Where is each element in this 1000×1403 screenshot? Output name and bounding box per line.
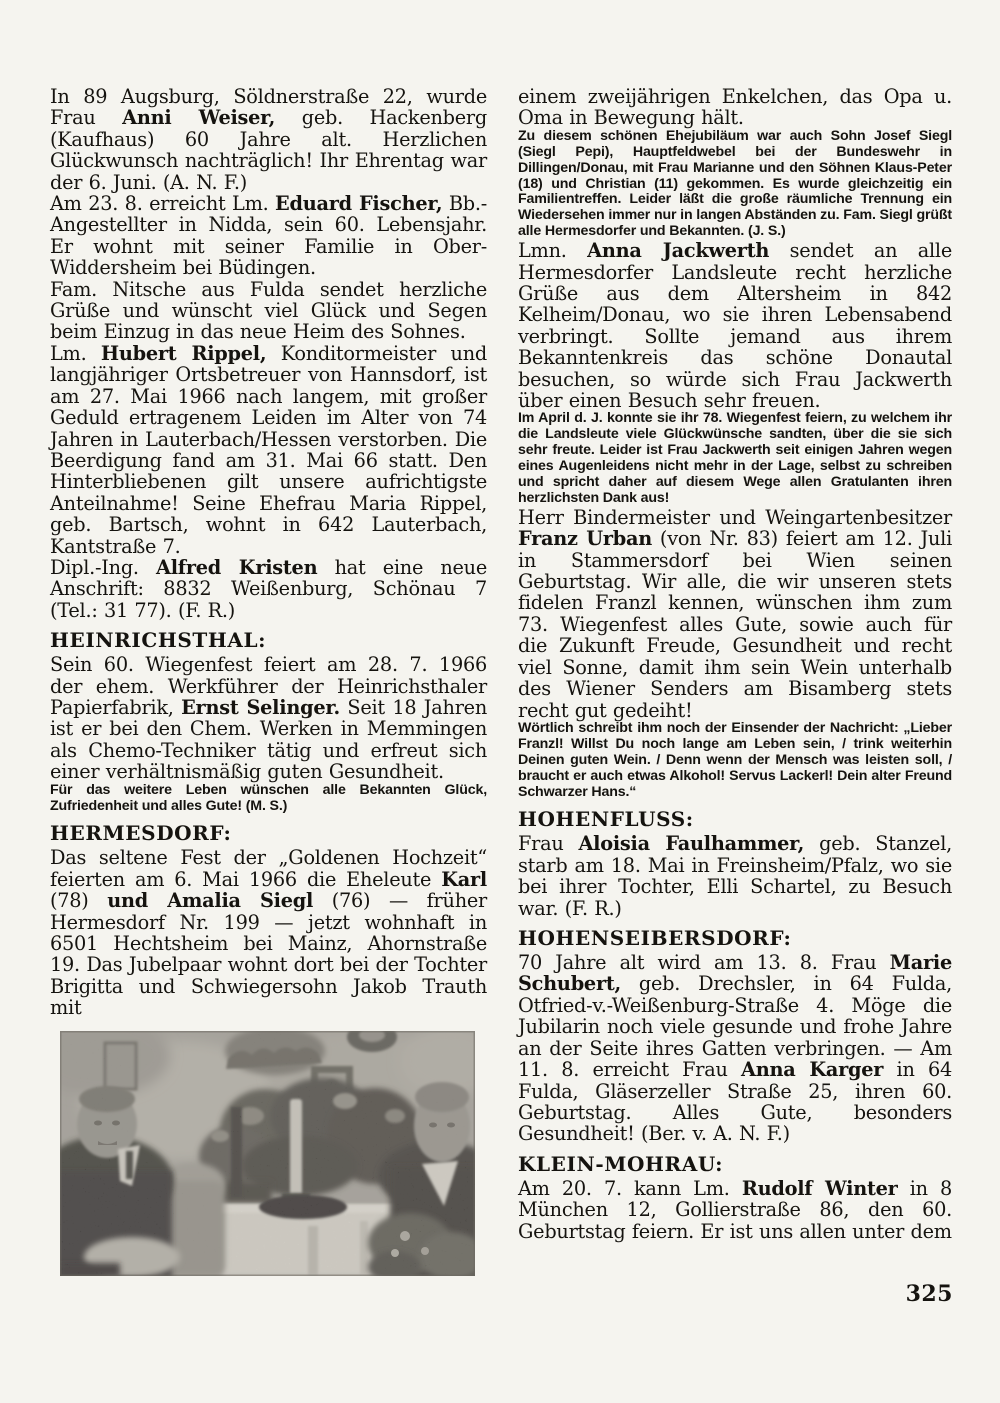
- body-text: geb. Drechsler, in 64 Fulda, Otfried-v.-Weißenburg-Straße 4. Möge die Jubilarin noch viele gesunde und frohe Jahre an der Seite ihres Gatten verbringen. — Am 11. 8. erreicht Frau: [518, 972, 952, 1082]
- section-heading-hohenfluss: HOHENFLUSS:: [518, 807, 694, 832]
- body-text: in 64 Fulda, Gläserzeller Straße 25, ihren 60. Geburtstag. Alles Gute, besonders Gesundheit! (Ber. v. A. N. F.): [518, 1058, 952, 1146]
- bold-name-text: Anni Weiser,: [122, 106, 276, 130]
- body-text: Sein 60. Wiegenfest feiert am 28. 7. 1966 der ehem. Werkführer der Heinrichsthaler Papierfabrik,: [50, 653, 487, 719]
- paragraph: [518, 86, 952, 129]
- body-text: In 89 Augsburg, Söldnerstraße 22, wurde Frau: [50, 85, 487, 130]
- body-text: einem zweijährigen Enkelchen, das Opa u. Oma in Bewegung hält.: [518, 85, 952, 130]
- right-column: [518, 86, 952, 1276]
- small-print-paragraph: [518, 721, 952, 801]
- body-text: (76) — früher Hermesdorf Nr. 199 — jetzt wohnhaft in 6501 Hechtsheim bei Mainz, Ahornstraße 19. Das Jubelpaar wohnt dort bei der Tochter Brigitta und Schwiegersohn Jakob Trauth mit: [50, 889, 487, 1020]
- body-text: geb. Stanzel, starb am 18. Mai in Freinsheim/Pfalz, wo sie bei ihrer Tochter, Elli Schartel, zu Besuch war. (F. R.): [518, 832, 952, 920]
- bold-name-text: Alfred Kristen: [156, 555, 318, 579]
- bold-name-text: und Amalia Siegl: [107, 889, 314, 913]
- bold-name-text: Franz Urban: [518, 527, 652, 551]
- golden-wedding-photo-image: [60, 1031, 475, 1276]
- bold-name-text: Ernst Selinger.: [181, 695, 340, 719]
- body-text: Frau: [518, 832, 579, 856]
- bold-name-text: Karl: [441, 867, 487, 891]
- small-print-paragraph: [518, 411, 952, 506]
- paragraph: [50, 654, 487, 782]
- body-text: Am 23. 8. erreicht Lm.: [50, 192, 276, 216]
- body-text: (von Nr. 83) feiert am 12. Juli in Stammersdorf bei Wien seinen Geburtstag. Wir alle, die wir unseren stets fidelen Franzl kennen, wünschen ihm zum 73. Wiegenfest alles Gute, sowie auch für die Zukunft Freude, Gesundheit und recht viel Sonne, damit ihm sein Wein unterhalb des Wiener Senders am Bisamberg stets recht gut gedeiht!: [518, 527, 953, 722]
- paragraph: [50, 193, 487, 279]
- body-text: 70 Jahre alt wird am 13. 8. Frau: [518, 951, 890, 975]
- section-heading-hermesdorf: HERMESDORF:: [50, 821, 232, 846]
- body-text: Konditormeister und langjähriger Ortsbetreuer von Hannsdorf, ist am 27. Mai 1966 nach langem, mit großer Geduld ertragenem Leiden im Alter von 74 Jahren in Lauterbach/Hessen verstorben. Die Beerdigung fand am 31. Mai 66 statt. Den Hinterbliebenen gilt unsere aufrichtigste Anteilnahme! Seine Ehefrau Maria Rippel, geb. Bartsch, wohnt in 642 Lauterbach, Kantstraße 7.: [50, 341, 487, 558]
- small-print-paragraph: [50, 783, 487, 815]
- body-text: Seit 18 Jahren ist er bei den Chem. Werken in Memmingen als Chemo-Techniker tätig und erfreut sich einer verhältnismäßig guten Gesundheit.: [50, 695, 487, 784]
- bold-name-text: Marie Schubert,: [518, 951, 952, 996]
- body-text: Am 20. 7. kann Lm.: [518, 1176, 742, 1200]
- body-text: geb. Hackenberg (Kaufhaus) 60 Jahre alt. Herzlichen Glückwunsch nachträglich! Ihr Ehrentag war der 6. Juni. (A. N. F.): [50, 106, 487, 194]
- paragraph: [518, 240, 952, 411]
- body-text: sendet an alle Hermesdorfer Landsleute recht herzliche Grüße aus dem Altersheim in 842 Kelheim/Donau, wo sie ihren Lebensabend verbringt. Sollte jemand aus ihrem Bekanntenkreis das schöne Donautal besuchen, so würde sich Frau Jackwerth über einen Besuch sehr freuen.: [518, 239, 953, 412]
- body-text: Fam. Nitsche aus Fulda sendet herzliche Grüße und wünscht viel Glück und Segen beim Einzug in das neue Heim des Sohnes.: [50, 277, 487, 344]
- body-text: Zu diesem schönen Ehejubiläum war auch Sohn Josef Siegl (Siegl Pepi), Hauptfeldwebel bei der Bundeswehr in Dillingen/Donau, mit Frau Marianne und den Söhnen Klaus-Peter (18) und Christian (11) gekommen. Es wurde gleichzeitig ein Familientreffen. Leider läßt die große räumliche Trennung ein Wiedersehen immer nur in langen Abständen zu. Fam. Siegl grüßt alle Hermesdorfer und Bekannten. (J. S.): [518, 127, 952, 240]
- section-heading-hohenseibersdorf: HOHENSEIBERSDORF:: [518, 926, 792, 951]
- paragraph: [518, 507, 952, 721]
- section-heading-heinrichsthal: HEINRICHSTHAL:: [50, 628, 267, 653]
- paragraph: [50, 279, 487, 343]
- two-column-text-area: [50, 86, 952, 1276]
- bold-name-text: Aloisia Faulhammer,: [578, 832, 805, 856]
- bold-name-text: Anna Karger: [741, 1058, 884, 1082]
- paragraph: [518, 952, 952, 1145]
- body-text: Dipl.-Ing.: [50, 555, 157, 579]
- bold-name-text: Eduard Fischer,: [275, 192, 443, 216]
- paragraph: [50, 557, 487, 621]
- bold-name-text: Anna Jackwerth: [587, 239, 770, 263]
- body-text: Lmn.: [518, 239, 588, 263]
- paragraph: [50, 343, 487, 557]
- body-text: hat eine neue Anschrift: 8832 Weißenburg, Schönau 7 (Tel.: 31 77). (F. R.): [50, 555, 487, 622]
- body-text: Herr Bindermeister und Weingartenbesitzer: [518, 505, 952, 529]
- paragraph: [50, 847, 487, 1018]
- golden-wedding-photo: [60, 1031, 475, 1276]
- body-text: (78): [50, 889, 108, 913]
- body-text: in 8 München 12, Gollierstraße 86, den 60. Geburtstag feiern. Er ist uns allen unter dem: [518, 1176, 952, 1243]
- body-text: Für das weitere Leben wünschen alle Bekannten Glück, Zufriedenheit und alles Gute! (M. S.): [50, 781, 487, 814]
- body-text: Im April d. J. konnte sie ihr 78. Wiegenfest feiern, zu welchem ihr die Landsleute viele Glückwünsche sandten, über die sie sich sehr freute. Leider ist Frau Jackwerth seit einigen Jahren wegen eines Augenleidens nicht mehr in der Lage, selbst zu schreiben und spricht daher auf diesem Wege allen Gratulanten ihren herzlichsten Dank aus!: [518, 410, 952, 506]
- paragraph: [518, 1178, 952, 1242]
- small-print-paragraph: [518, 129, 952, 240]
- paragraph: [518, 833, 952, 919]
- page-number: 325: [905, 1281, 953, 1307]
- paragraph: [50, 86, 487, 193]
- body-text: Bb.-Angestellter in Nidda, sein 60. Lebensjahr. Er wohnt mit seiner Familie in Ober-Widdersheim bei Büdingen.: [50, 192, 488, 280]
- left-column: [50, 86, 487, 1276]
- body-text: Wörtlich schreibt ihm noch der Einsender der Nachricht: „Lieber Franzl! Willst Du noch lange am Leben sein, / trink weiterhin Deinen guten Wein. / Denn wenn der Mensch was leisten soll, / braucht er auch etwas Alkohol! Servus Lackerl! Dein alter Freund Schwarzer Hans.“: [518, 719, 952, 800]
- body-text: Das seltene Fest der „Goldenen Hochzeit“ feierten am 6. Mai 1966 die Eheleute: [50, 846, 487, 891]
- bold-name-text: Rudolf Winter: [741, 1176, 898, 1200]
- body-text: Lm.: [50, 341, 101, 365]
- bold-name-text: Hubert Rippel,: [100, 341, 267, 365]
- section-heading-klein-mohrau: KLEIN-MOHRAU:: [518, 1151, 724, 1176]
